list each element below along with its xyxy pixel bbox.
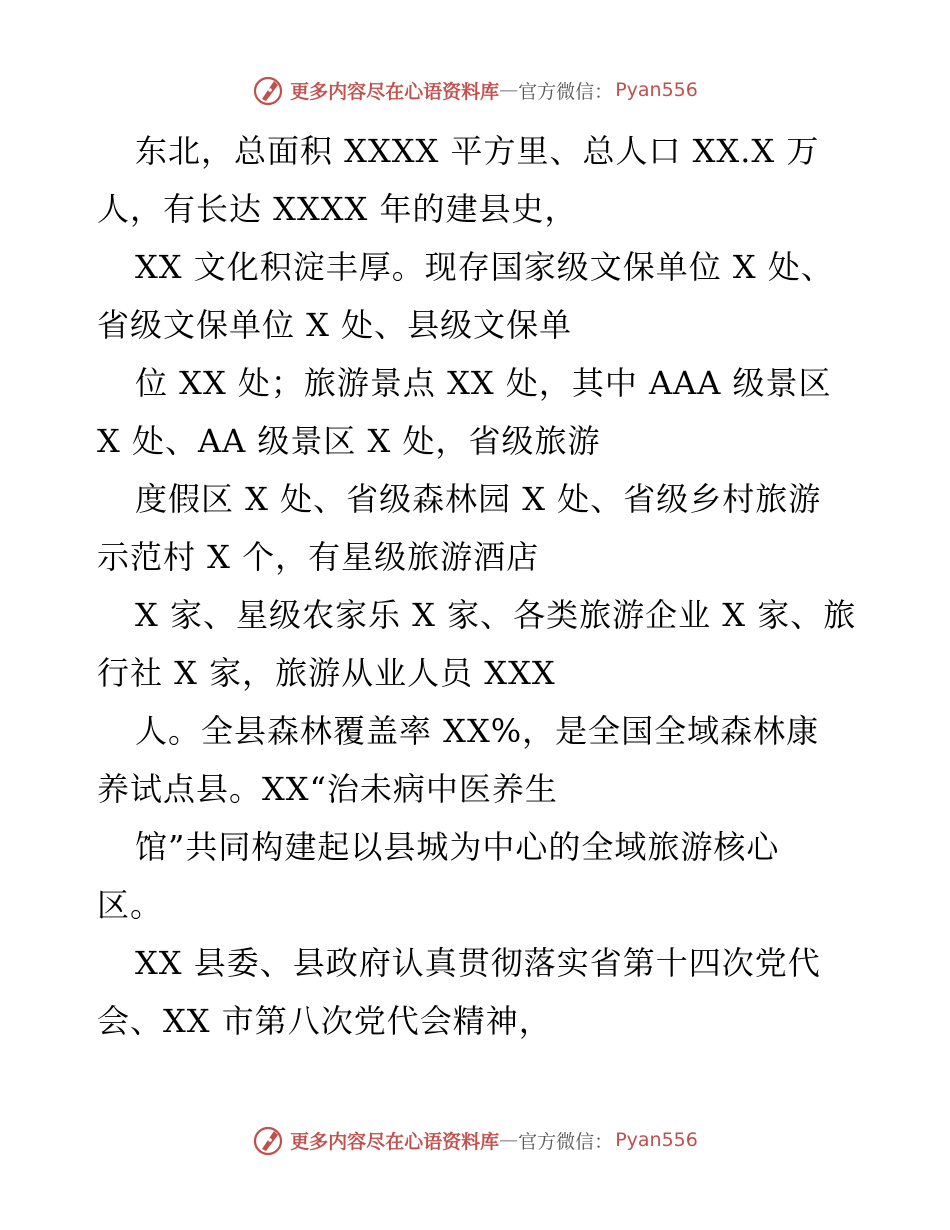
banner-main-text: 更多内容尽在心语资料库 xyxy=(290,80,500,103)
banner-account-id: Pyan556 xyxy=(615,1129,698,1151)
text-line: 养试点县。XX“治未病中医养生 xyxy=(97,770,558,808)
banner-separator: — xyxy=(499,79,519,101)
banner-sub-text: 官方微信： xyxy=(518,80,614,103)
text-line: 馆”共同构建起以县城为中心的全域旅游核心 xyxy=(135,828,780,866)
text-line: 东北，总面积 XXXX 平方里、总人口 XX.X 万 xyxy=(135,132,820,170)
text-line: X 家、星级农家乐 X 家、各类旅游企业 X 家、旅 xyxy=(135,596,857,634)
banner-sub-text: 官方微信： xyxy=(518,1130,614,1153)
pen-nib-circle-icon xyxy=(252,1123,286,1157)
text-line: 度假区 X 处、省级森林园 X 处、省级乡村旅游 xyxy=(135,480,822,518)
text-line: 会、XX 市第八次党代会精神， xyxy=(97,1002,552,1040)
text-line: 人。全县森林覆盖率 XX%，是全国全域森林康 xyxy=(135,712,820,750)
banner-account-id: Pyan556 xyxy=(615,79,698,101)
text-line: XX 文化积淀丰厚。现存国家级文保单位 X 处、 xyxy=(135,248,834,286)
text-line: 省级文保单位 X 处、县级文保单 xyxy=(97,306,573,344)
document-body xyxy=(97,122,867,1050)
text-line: 位 XX 处；旅游景点 XX 处，其中 AAA 级景区 xyxy=(135,364,832,402)
text-line: 人，有长达 XXXX 年的建县史， xyxy=(97,190,578,228)
text-line: 行社 X 家，旅游从业人员 XXX xyxy=(97,654,556,692)
text-line: XX 县委、县政府认真贯彻落实省第十四次党代 xyxy=(135,944,821,982)
text-line: 区。 xyxy=(97,886,164,924)
pen-nib-circle-icon xyxy=(252,73,286,107)
footer-banner xyxy=(0,1120,950,1160)
text-line: X 处、AA 级景区 X 处，省级旅游 xyxy=(97,422,601,460)
header-banner xyxy=(0,70,950,110)
text-line: 示范村 X 个，有星级旅游酒店 xyxy=(97,538,540,576)
banner-main-text: 更多内容尽在心语资料库 xyxy=(290,1130,500,1153)
banner-separator: — xyxy=(499,1129,519,1151)
